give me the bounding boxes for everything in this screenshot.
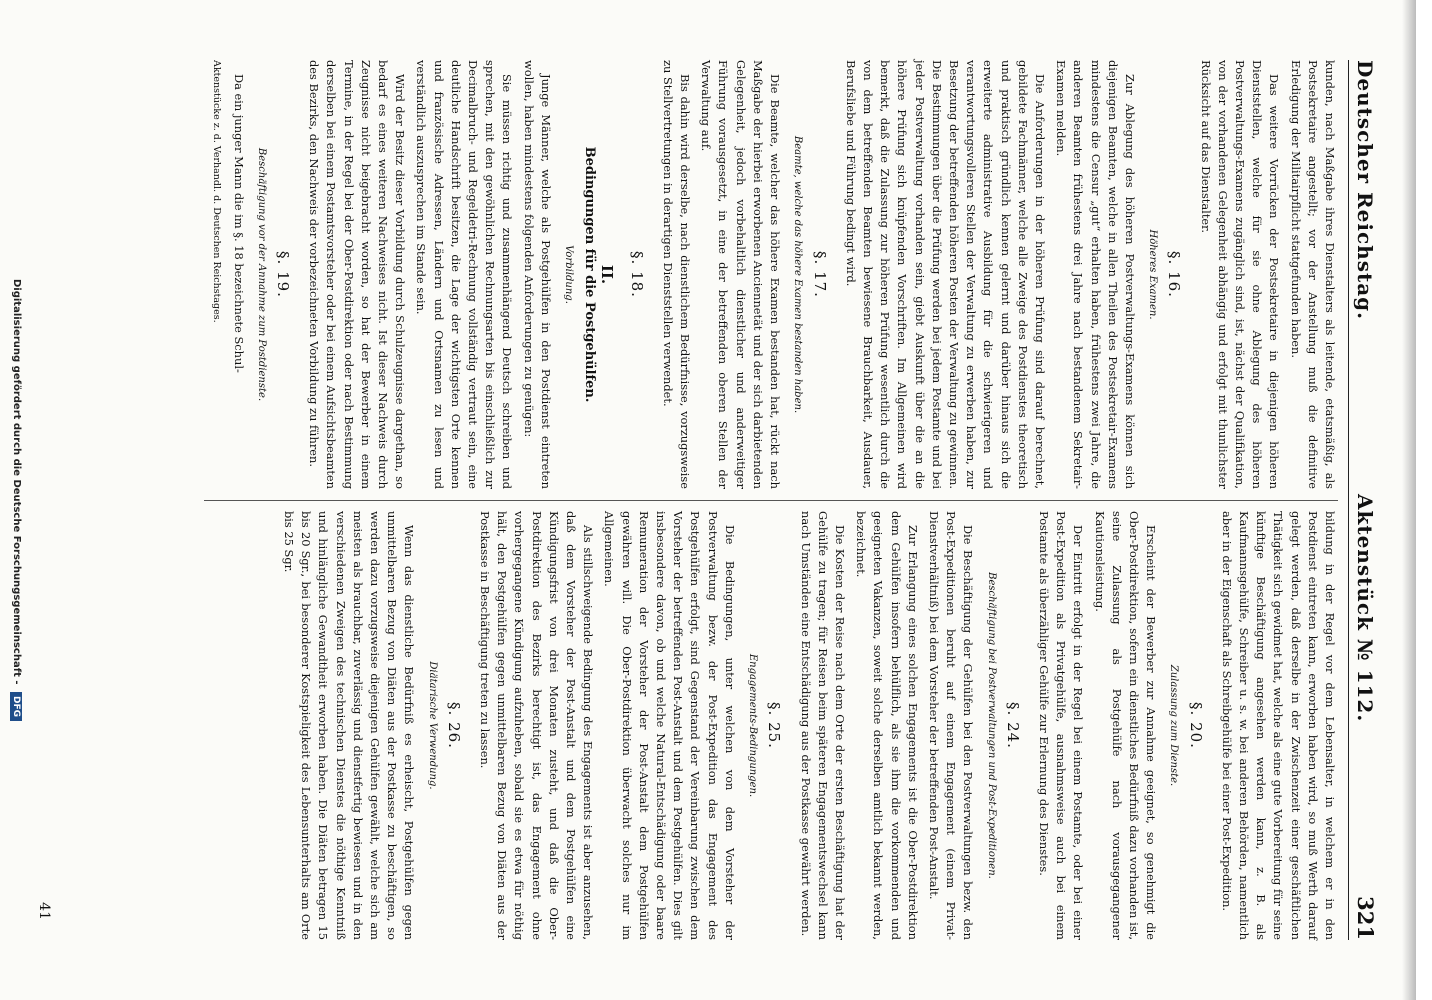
paragraph: Die Beschäftigung der Gehülfen bei den Postverwaltungen bezw. den Post-Expeditionen beruht auf einem Engagement (einem Privat-Dienstverhältniß) bei dem Vorsteher der betreffenden Post-Anstalt. (926, 511, 976, 940)
page-signature: 41 (36, 902, 52, 920)
section-20-title: Zulassung zum Dienste. (1168, 664, 1180, 787)
digitization-credit (10, 0, 22, 1000)
paragraph: Junge Männer, welche als Postgehülfen in den Postdienst eintreten wollen, haben mindestens folgenden Anforderungen zu genügen: (521, 60, 553, 489)
paragraph: Die Beamte, welcher das höhere Examen bestanden hat, rückt nach Maßgabe der hierbei erworbenen Anciennetät und der sich darbietenden Gelegenheit, jedoch vorbehaltlich dienstlicher und anderweitiger Führung vorausgesetzt, in eine der betreffenden oberen Stellen der Verwaltung auf. (699, 60, 783, 489)
part-two-number: II. (598, 264, 617, 285)
paragraph: Bis dahin wird derselbe, nach dienstlichem Bedürfnisse, vorzugsweise zu Stellvertretungen in derartigen Dienststellen verwendet. (660, 60, 693, 489)
credit-text: Digitalisierung gefördert durch die Deutsche Forschungsgemeinschaft - (11, 278, 22, 685)
section-20-number: §. 20. (1186, 702, 1205, 749)
header-document-number: Aktenstück № 112. (1353, 493, 1377, 723)
paragraph: Zur Erlangung eines solchen Engagements ist die Ober-Postdirektion dem Gehülfen insofern behülflich, als sie ihm die vorkommenden und geeigneten Vakanzen, soweit solche derselben amtlich bekannt werden, bezeichnet. (854, 511, 920, 940)
section-18-title: Vorbildung. (563, 245, 575, 304)
paragraph: Zur Ablegung des höheren Postverwaltungs-Examens können sich diejenigen Beamten, welche in allen Theilen des Postsekretair-Examens mindestens die Censur „gut“ erhalten haben, frühestens zwei Jahre, die anderen Beamten frühestens drei Jahre nach bestandenem Sekretair-Examen melden. (1054, 60, 1137, 489)
section-25-number: §. 25. (765, 702, 784, 749)
section-16-number: §. 16. (1165, 251, 1184, 298)
paragraph: Sie müssen richtig und zusammenhängend Deutsch schreiben und sprechen, mit den gewöhnlichen Rechnungsarten bis einschließlich zur Decimalbruch- und Regeldetri-Rechnung vollständig vertraut sein, eine deutliche Handschrift besitzen, die Lage der wichtigsten Orte kennen und französische Adressen, Ländern und Ortsnamen zu lesen und verständlich auszusprechen im Stande sein. (414, 60, 515, 489)
paragraph: Die Bedingungen, unter welchen von dem Vorsteher der Postverwaltung bezw. der Post-Expedition das Engagement des Postgehülfen erfolgt, sind Gegenstand der Vereinbarung zwischen dem Vorsteher der betreffenden Post-Anstalt und dem Postgehülfen. Dies gilt insbesondere davon, ob und welche Natural-Entschädigung oder baare Remuneration der Vorsteher der Post-Anstalt dem Postgehülfen gewähren will. Die Ober-Postdirektion überwacht solches nur im Allgemeinen. (602, 511, 737, 940)
section-25-title: Engagements-Bedingungen. (747, 653, 759, 798)
paragraph: Da ein junger Mann die im §. 18 bezeichnete Schul- (231, 74, 246, 373)
section-26-title: Diätarische Verwendung. (426, 661, 438, 790)
header-page-number: 321 (1353, 896, 1378, 940)
section-19-title: Beschäftigung vor der Annahme zum Postdienste. (255, 147, 267, 402)
page-header (1348, 60, 1378, 940)
section-18-number: §. 18. (627, 251, 646, 298)
column-divider (204, 500, 1338, 501)
section-26-number: §. 26. (444, 702, 463, 749)
text-columns (204, 60, 1338, 940)
paragraph: Die Anforderungen in der höheren Prüfung sind darauf berechnet, gebildete Fachmänner, welche alle Zweige des Postdienstes theoretisch und praktisch gründlich kennen gelernt und darüber hinaus sich die erweiterte administrative Ausbildung für die schwierigeren und verantwortungsvolleren Stellen der Verwaltung zu erwerben haben, zur Besetzung der betreffenden höheren Posten der Verwaltung zu gewinnen. Die Bestimmungen über die Prüfung werden bei jedem Postamte und bei jeder Postverwaltung vorhanden sein, giebt Auskunft über die an die höhere Prüfung sich knüpfenden Vorschriften. Im Allgemeinen wird bemerkt, daß die Zulassung zur höheren Prüfung wesentlich durch die von dem betreffenden Beamten bewiesene Brauchbarkeit, Ausdauer, Berufsliebe und Führung bedingt wird. (843, 60, 1047, 489)
paragraph: kunden, nach Maßgabe ihres Dienstalters als leitende, etatsmäßig, als Postsekretaire angestellt; vor der Anstellung muß die definitive Erledigung der Militairpflicht stattgefunden haben. (1288, 60, 1337, 489)
paragraph: bildung in der Regel vor dem Lebensalter, in welchem er in den Postdienst eintreten kann, erworben haben wird, so muß Werth darauf gelegt werden, daß derselbe in der Zwischenzeit einer geschäftlichen Thätigkeit sich gewidmet hat, welche als eine gute Vorbereitung für seine künftige Beschäftigung angesehen werden kann, z. B. als Kaufmannsgehülfe, Schreiber u. s. w. bei anderen Behörden, namentlich aber in der Eigenschaft als Schreibgehülfe bei einer Post-Expedition. (1219, 511, 1337, 940)
section-24-number: §. 24. (1003, 702, 1022, 749)
paragraph: Erscheint der Bewerber zur Annahme geeignet, so genehmigt die Ober-Postdirektion, sofern ein dienstliches Bedürfniß dazu vorhanden ist, seine Zulassung als Postgehülfe nach vorausgegangener Kautionsleistung. (1092, 511, 1159, 940)
section-17-title: Beamte, welche das höhere Examen bestanden haben. (792, 135, 804, 414)
section-19-number: §. 19. (274, 251, 293, 298)
dfg-logo: DFG (10, 692, 22, 721)
paragraph: Das weitere Vorrücken der Postsekretaire in diejenigen höheren Dienststellen, welche für sie ohne Ablegung des höheren Postverwaltungs-Examens zugänglich sind, ist, nächst der Qualifikation, von der vorhandenen Gelegenheit abhängig und erfolgt mit thunlichster Rücksicht auf das Dienstalter. (1198, 60, 1282, 489)
footnote: Aktenstücke z. d. Verhandl. d. Deutschen Reichstages. (211, 60, 223, 323)
section-16-title: Höheres Examen. (1147, 229, 1159, 320)
part-two-title: Bedingungen für die Postgehülfen. (582, 146, 598, 403)
paragraph: Wird der Besitz dieser Vorbildung durch Schulzeugnisse dargethan, so bedarf es eines weiteren Nachweises nicht. Ist dieser Nachweis durch Zeugnisse nicht beigebracht worden, so hat der Bewerber in einem Termine, in der Regel bei der Ober-Postdirektion oder nach Bestimmung derselben bei einem Postamtsvorsteher oder bei einem Aufsichtsbeamten des Bezirks, den Nachweis der vorbezeichneten Vorbildung zu führen. (307, 60, 408, 489)
paragraph: Wenn das dienstliche Bedürfniß es erheischt, Postgehülfen gegen unmittelbaren Bezug von Diäten aus der Postkasse zu beschäftigen, so werden dazu vorzugsweise diejenigen Gehülfen gewählt, welche sich am meisten als brauchbar, zuverlässig und dienstfertig bewiesen und in den verschiedenen Zweigen des technischen Dienstes die nöthige Kenntniß und hinlängliche Gewandtheit erworben haben. Die Diäten betragen 15 bis 20 Sgr., bei besonderer Kostspieligkeit des Lebensunterhalts am Orte bis 25 Sgr. (282, 511, 417, 940)
paragraph: Die Kosten der Reise nach dem Orte der ersten Beschäftigung hat der Gehülfe zu tragen; für Reisen beim späteren Engagementswechsel kann nach Umständen eine Entschädigung aus der Postkasse gewährt werden. (798, 511, 847, 940)
left-column (204, 60, 1338, 489)
section-24-title: Beschäftigung bei Postverwaltungen und Post-Expeditionen. (985, 572, 997, 879)
paragraph: Als stillschweigende Bedingung des Engagements ist aber anzusehen, daß dem Vorsteher der Post-Anstalt und dem Postgehülfen eine Kündigungsfrist von drei Monaten zusteht, und daß die Ober-Postdirektion des Bezirks berechtigt ist, das Engagement ohne vorhergegangene Kündigung aufzuheben, sobald sie es etwa für nöthig hält, den Postgehülfen gegen unmittelbaren Bezug von Diäten aus der Postkasse in Beschäftigung treten zu lassen. (478, 511, 596, 940)
right-column (204, 511, 1338, 940)
header-publication: Deutscher Reichstag. (1353, 60, 1377, 321)
section-17-number: §. 17. (810, 251, 829, 298)
paragraph: Der Eintritt erfolgt in der Regel bei einem Postamte, oder bei einer Post-Expedition als Privatgehülfe, ausnahmsweise auch bei einem Postamte als überzähliger Gehülfe zur Erlernung des Dienstes. (1036, 511, 1086, 940)
